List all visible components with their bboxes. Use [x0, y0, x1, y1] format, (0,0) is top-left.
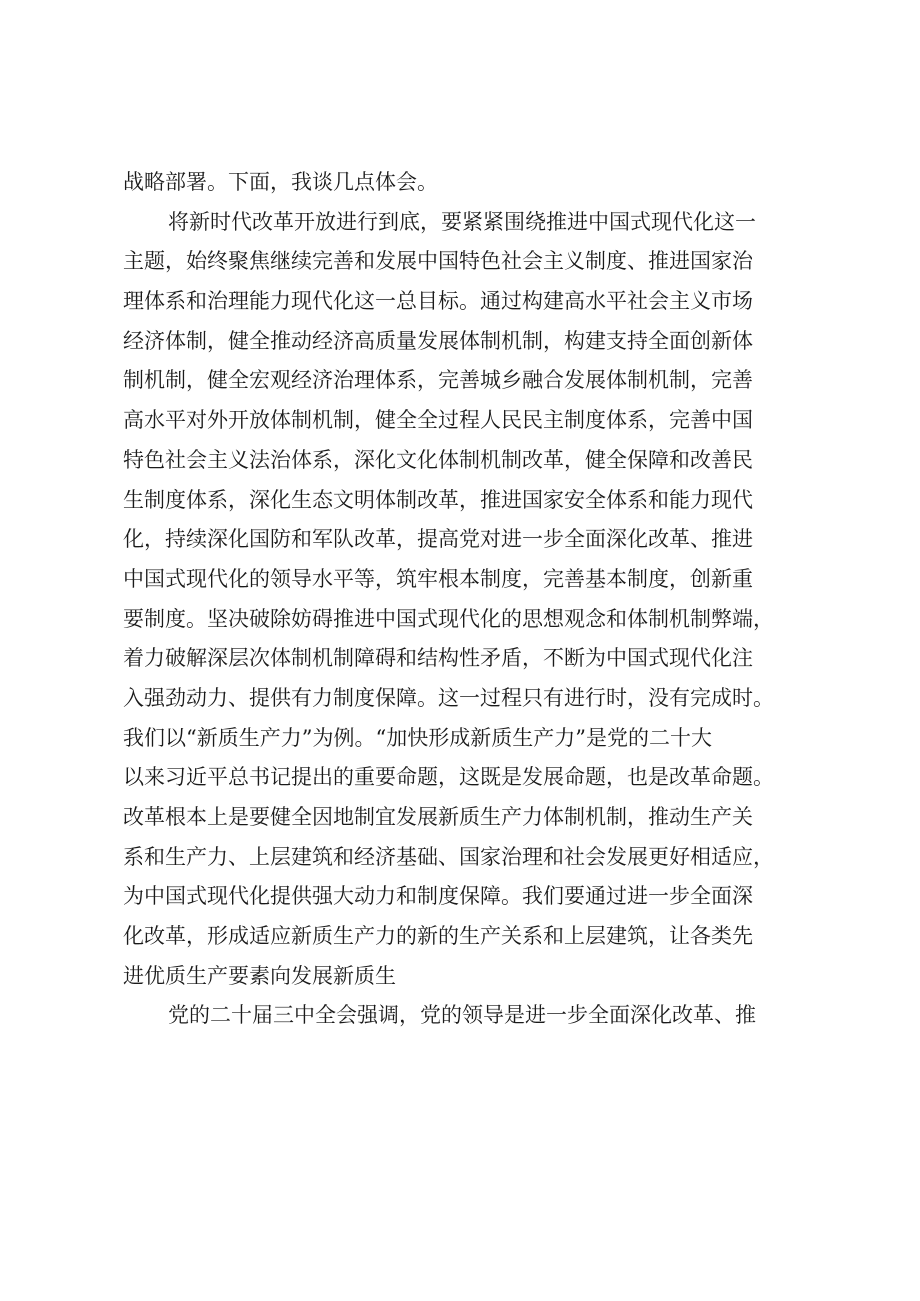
- text-line: 化，持续深化国防和军队改革，提高党对进一步全面深化改革、推进: [123, 527, 753, 552]
- text-line: 特色社会主义法治体系，深化文化体制机制改革，健全保障和改善民: [123, 447, 753, 472]
- text-line: 高水平对外开放体制机制，健全全过程人民民主制度体系，完善中国: [123, 408, 753, 433]
- text-line: 生制度体系，深化生态文明体制改革，推进国家安全体系和能力现代: [123, 487, 753, 512]
- text-line: 要制度。坚决破除妨碍推进中国式现代化的思想观念和体制机制弊端，: [123, 606, 774, 631]
- text-line: 系和生产力、上层建筑和经济基础、国家治理和社会发展更好相适应，: [123, 844, 774, 869]
- text-line: 进优质生产要素向发展新质生: [123, 963, 396, 988]
- text-line: 主题，始终聚焦继续完善和发展中国特色社会主义制度、推进国家治: [123, 249, 753, 274]
- text-line: 战略部署。下面，我谈几点体会。: [123, 170, 438, 194]
- text-line: 经济体制，健全推动经济高质量发展体制机制，构建支持全面创新体: [123, 328, 753, 353]
- text-line: 化改革，形成适应新质生产力的新的生产关系和上层建筑，让各类先: [123, 924, 753, 949]
- text-line: 制机制，健全宏观经济治理体系，完善城乡融合发展体制机制，完善: [123, 368, 753, 393]
- text-line: 我们以“新质生产力”为例。“加快形成新质生产力”是党的二十大: [123, 725, 712, 750]
- text-line: 为中国式现代化提供强大动力和制度保障。我们要通过进一步全面深: [123, 884, 753, 909]
- text-line: 着力破解深层次体制机制障碍和结构性矛盾，不断为中国式现代化注: [123, 646, 753, 671]
- text-line: 中国式现代化的领导水平等，筑牢根本制度，完善基本制度，创新重: [123, 566, 753, 591]
- text-line: 改革根本上是要健全因地制宜发展新质生产力体制机制，推动生产关: [123, 805, 753, 829]
- body-text: [123, 163, 803, 1036]
- text-line: 以来习近平总书记提出的重要命题，这既是发展命题，也是改革命题。: [123, 765, 774, 790]
- text-line: 理体系和治理能力现代化这一总目标。通过构建高水平社会主义市场: [123, 289, 753, 314]
- paragraph-start-line: 将新时代改革开放进行到底，要紧紧围绕推进中国式现代化这一: [168, 209, 756, 234]
- paragraph-start-line: 党的二十届三中全会强调，党的领导是进一步全面深化改革、推: [168, 1003, 756, 1028]
- text-line: 入强劲动力、提供有力制度保障。这一过程只有进行时，没有完成时。: [123, 685, 774, 710]
